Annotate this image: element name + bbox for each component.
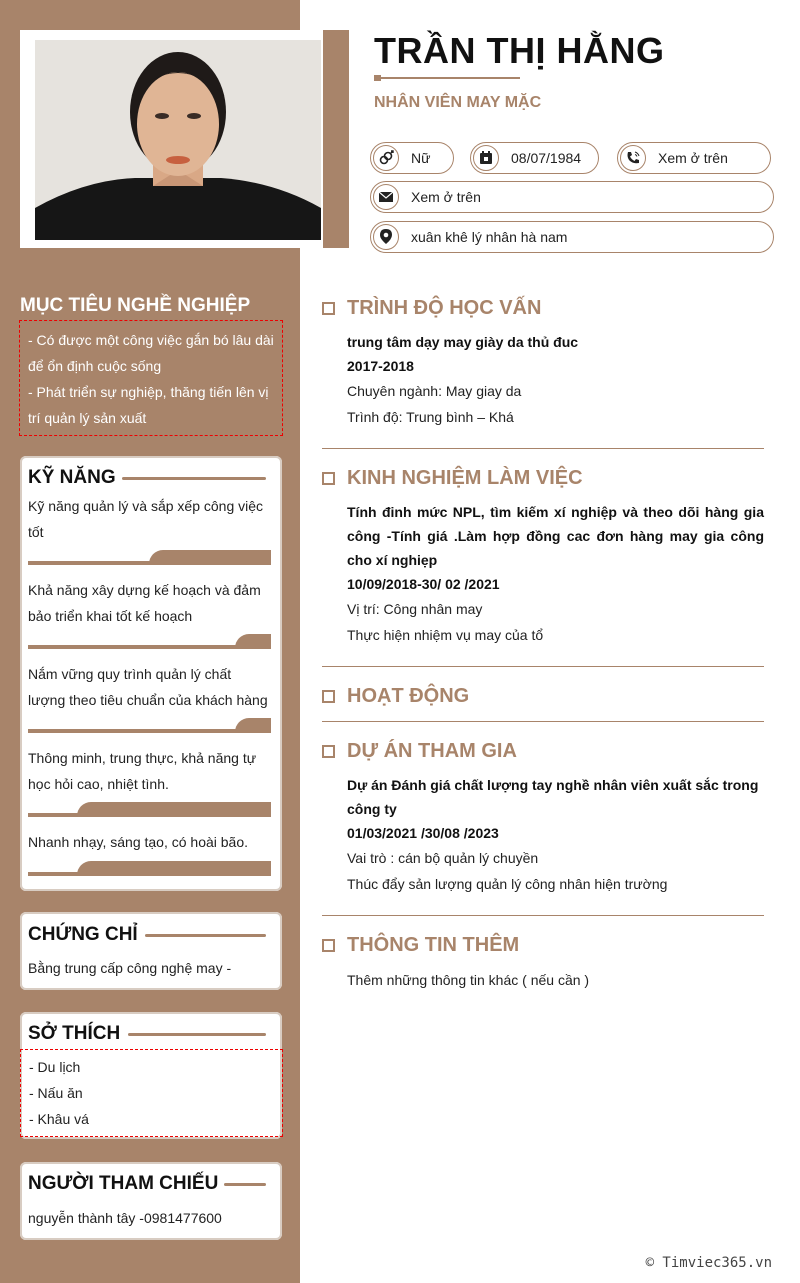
- phone-value: Xem ở trên: [658, 150, 728, 166]
- education-level: Trình độ: Trung bình – Khá: [347, 409, 514, 425]
- footer-watermark: © Timviec365.vn: [645, 1255, 772, 1271]
- skill-item-text: Nắm vững quy trình quản lý chất lượng theo tiêu chuẩn của khách hàng: [28, 666, 268, 708]
- birthday-field: [470, 142, 599, 174]
- hobbies-card: [20, 1012, 282, 1139]
- references-heading: NGƯỜI THAM CHIẾU: [28, 1173, 219, 1194]
- additional-text: Thêm những thông tin khác ( nếu cần ): [347, 972, 590, 988]
- project-title: Dự án Đánh giá chất lượng tay nghề nhân viên xuất sắc trong công ty: [347, 777, 759, 817]
- header-accent-bar: [323, 30, 349, 248]
- envelope-icon: [373, 184, 399, 210]
- section-square-icon: [322, 690, 335, 703]
- skill-level-indicator: [77, 861, 271, 876]
- section-square-icon: [322, 472, 335, 485]
- skill-item-text: Nhanh nhạy, sáng tạo, có hoài bão.: [28, 834, 249, 850]
- references-heading-line: [224, 1183, 266, 1186]
- phone-icon: [620, 145, 646, 171]
- job-title: NHÂN VIÊN MAY MẶC: [374, 94, 542, 111]
- objective-heading: MỤC TIÊU NGHỀ NGHIỆP: [20, 295, 251, 316]
- projects-section-header: [322, 740, 517, 763]
- education-major: Chuyên ngành: May giay da: [347, 383, 522, 399]
- hobbies-heading: SỞ THÍCH: [28, 1023, 121, 1044]
- certificates-heading-line: [145, 934, 266, 937]
- candidate-name: TRẦN THỊ HẰNG: [374, 30, 665, 71]
- experience-position: Vị trí: Công nhân may: [347, 601, 483, 617]
- gender-icon: [373, 145, 399, 171]
- skill-level-indicator: [77, 802, 271, 817]
- education-school: trung tâm dạy may giày da thủ đuc: [347, 334, 579, 350]
- additional-section-header: [322, 934, 519, 957]
- hobby-item: - Du lịch: [29, 1059, 81, 1075]
- skill-level-indicator: [235, 718, 271, 733]
- skill-item-text: Kỹ năng quản lý và sắp xếp công việc tốt: [28, 498, 264, 540]
- reference-item: nguyễn thành tây -0981477600: [28, 1210, 222, 1226]
- activities-section-header: [322, 685, 469, 708]
- section-square-icon: [322, 939, 335, 952]
- skills-heading: KỸ NĂNG: [28, 467, 116, 488]
- experience-period: 10/09/2018-30/ 02 /2021: [347, 576, 500, 592]
- references-card: [20, 1162, 282, 1240]
- section-square-icon: [322, 302, 335, 315]
- section-divider: [322, 666, 764, 667]
- experience-section-header: [322, 467, 583, 490]
- activities-heading: HOẠT ĐỘNG: [347, 685, 470, 707]
- profile-photo: [35, 40, 321, 240]
- hobby-item: - Khâu vá: [29, 1111, 89, 1127]
- certificate-item: Bằng trung cấp công nghệ may -: [28, 960, 232, 976]
- project-description: Thúc đẩy sản lượng quản lý công nhân hiện trường: [347, 876, 668, 892]
- email-field: [370, 181, 774, 213]
- section-divider: [322, 915, 764, 916]
- gender-field: [370, 142, 454, 174]
- skills-heading-line: [122, 477, 266, 480]
- email-value: Xem ở trên: [411, 189, 481, 205]
- gender-value: Nữ: [411, 150, 431, 166]
- objective-line: - Phát triển sự nghiệp, thăng tiến lên vị trí quản lý sản xuất: [28, 384, 269, 426]
- skills-card: [20, 456, 282, 891]
- calendar-icon: [473, 145, 499, 171]
- skill-level-indicator: [235, 634, 271, 649]
- hobbies-list: [20, 1049, 283, 1137]
- certificates-heading: CHỨNG CHỈ: [28, 924, 138, 945]
- project-role: Vai trò : cán bộ quản lý chuyền: [347, 850, 539, 866]
- certificates-card: [20, 912, 282, 990]
- projects-heading: DỰ ÁN THAM GIA: [347, 740, 517, 762]
- section-divider: [322, 721, 764, 722]
- objective-line: - Có được một công việc gắn bó lâu dài để ổn định cuộc sống: [28, 332, 274, 374]
- skill-item-text: Khả năng xây dựng kế hoạch và đảm bảo triển khai tốt kế hoạch: [28, 582, 261, 624]
- hobbies-heading-line: [128, 1033, 266, 1036]
- address-field: [370, 221, 774, 253]
- objective-box: [19, 320, 283, 436]
- hobby-item: - Nấu ăn: [29, 1085, 83, 1101]
- education-section-header: [322, 297, 541, 320]
- education-period: 2017-2018: [347, 358, 414, 374]
- experience-title: Tính đinh mức NPL, tìm kiếm xí nghiệp và theo dõi hàng gia công -Tính giá .Làm hợp đồng cac đơn hàng may gia công cho xí nghiẹp: [347, 504, 764, 568]
- name-underline: [374, 77, 520, 79]
- location-pin-icon: [373, 224, 399, 250]
- experience-heading: KINH NGHIỆM LÀM VIỆC: [347, 467, 583, 489]
- skill-level-indicator: [149, 550, 271, 565]
- skill-item-text: Thông minh, trung thực, khả năng tự học hỏi cao, nhiệt tình.: [28, 750, 257, 792]
- section-divider: [322, 448, 764, 449]
- photo-frame: [20, 30, 322, 248]
- address-value: xuân khê lý nhân hà nam: [411, 229, 568, 245]
- experience-description: Thực hiện nhiệm vụ may của tổ: [347, 627, 544, 643]
- education-heading: TRÌNH ĐỘ HỌC VẤN: [347, 297, 542, 319]
- section-square-icon: [322, 745, 335, 758]
- birthday-value: 08/07/1984: [511, 150, 582, 166]
- phone-field: [617, 142, 771, 174]
- additional-heading: THÔNG TIN THÊM: [347, 934, 520, 956]
- project-period: 01/03/2021 /30/08 /2023: [347, 825, 499, 841]
